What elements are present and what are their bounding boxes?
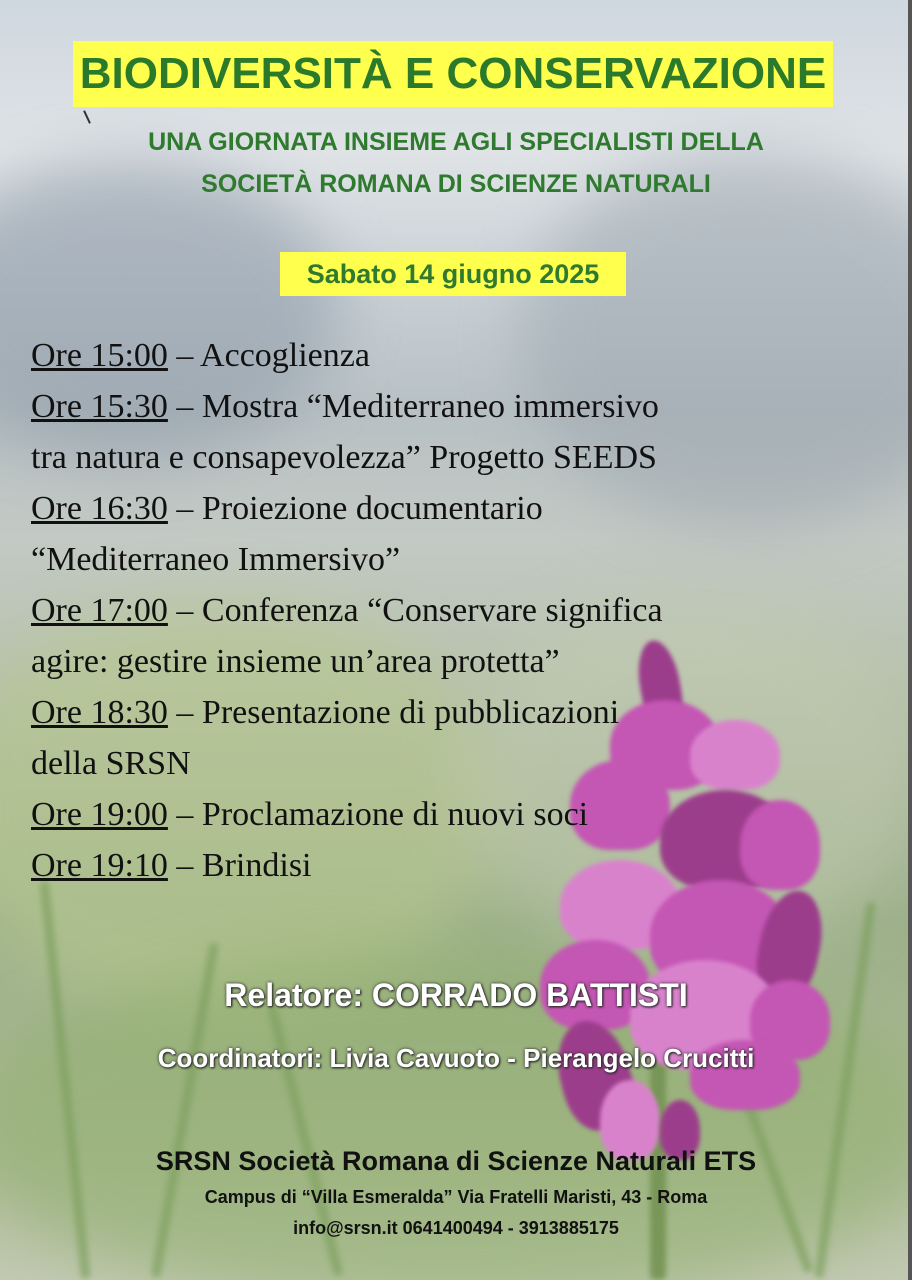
schedule-continuation: agire: gestire insieme un’area protetta” [31,643,560,680]
schedule-time: Ore 19:00 [31,796,168,833]
schedule-time: Ore 16:30 [31,490,168,527]
schedule-time: Ore 15:30 [31,388,168,425]
schedule-continuation: tra natura e consapevolezza” Progetto SEEDS [31,439,657,476]
schedule-continuation: della SRSN [31,745,191,782]
schedule-item [31,789,871,840]
schedule-text: – Accoglienza [167,337,370,374]
schedule-text: – Brindisi [167,847,312,884]
schedule-text: – Presentazione di pubblicazioni [167,694,620,731]
schedule-item [31,585,871,636]
event-schedule [31,330,871,891]
schedule-time: Ore 18:30 [31,694,168,731]
schedule-time: Ore 17:00 [31,592,168,629]
schedule-time: Ore 15:00 [31,337,168,374]
organization-contacts: info@srsn.it 0641400494 - 3913885175 [293,1218,619,1238]
subtitle-line-1: UNA GIORNATA INSIEME AGLI SPECIALISTI DELLA [148,128,764,156]
event-date: Sabato 14 giugno 2025 [280,252,626,296]
subtitle-line-2: SOCIETÀ ROMANA DI SCIENZE NATURALI [201,170,711,198]
schedule-continuation: “Mediterraneo Immersivo” [31,541,401,578]
schedule-text: – Proclamazione di nuovi soci [167,796,589,833]
schedule-text: – Proiezione documentario [167,490,543,527]
organization-name: SRSN Società Romana di Scienze Naturali ETS [155,1146,757,1176]
schedule-text: – Mostra “Mediterraneo immersivo [167,388,659,425]
speaker-coordinatori: Coordinatori: Livia Cavuoto - Pierangelo Crucitti [157,1043,755,1073]
schedule-item [31,840,871,891]
schedule-item [31,687,871,738]
organization-address: Campus di “Villa Esmeralda” Via Fratelli Maristi, 43 - Roma [204,1187,708,1207]
page-title: BIODIVERSITÀ E CONSERVAZIONE [73,41,833,107]
speaker-relatore: Relatore: CORRADO BATTISTI [224,977,688,1013]
schedule-time: Ore 19:10 [31,847,168,884]
schedule-item [31,381,871,432]
schedule-item [31,330,871,381]
schedule-item [31,483,871,534]
right-edge-border [908,0,912,1280]
schedule-text: – Conferenza “Conservare significa [167,592,663,629]
